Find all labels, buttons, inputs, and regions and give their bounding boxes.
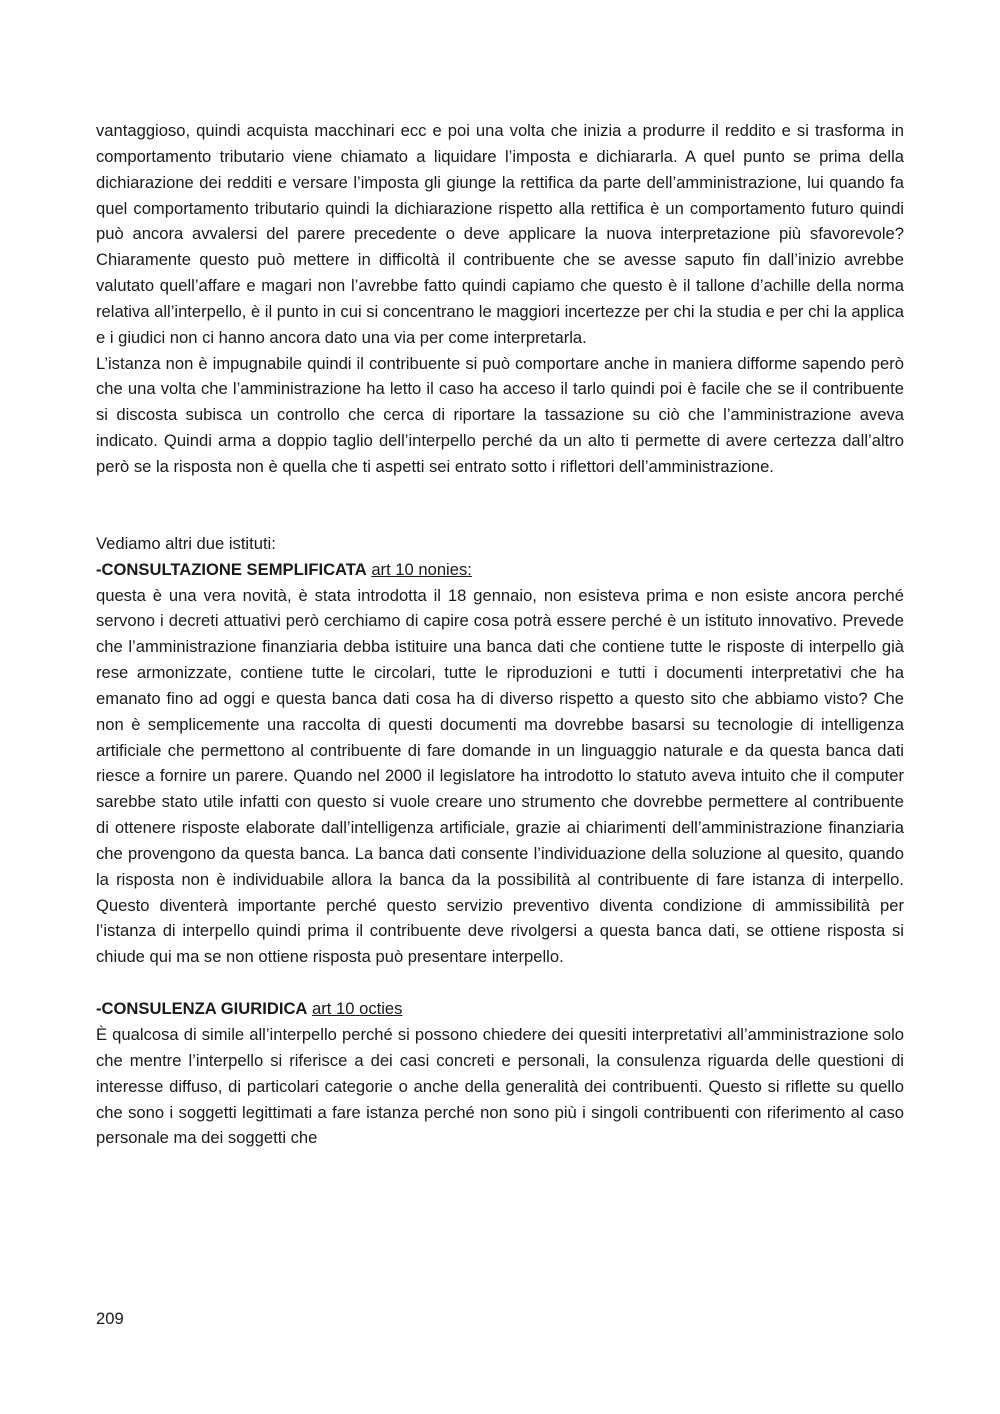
section-body: È qualcosa di simile all’interpello perché si possono chiedere dei quesiti interpretativi all’amministrazione solo che mentre l’interpello si riferisce a dei casi concreti e personali, la consulenza riguarda delle questioni di interesse diffuso, di particolari categorie o anche della generalità dei contribuenti. Questo si riflette su quello che sono i soggetti legittimati a fare istanza perché non sono più i singoli contribuenti con riferimento al caso personale ma dei soggetti che <box>96 1025 904 1148</box>
page-number: 209 <box>96 1309 124 1328</box>
section-body: questa è una vera novità, è stata introdotta il 18 gennaio, non esisteva prima e non esiste ancora perché servono i decreti attuativi però cerchiamo di capire cosa potrà essere perché è un istituto innovativo. Prevede che l’amministrazione finanziaria debba istituire una banca dati che contiene tutte le risposte di interpello già rese armonizzate, contiene tutte le circolari, tutte le riproduzioni e tutti i documenti interpretativi che ha emanato fino ad oggi e questa banca dati cosa ha di diverso rispetto a questo sito che abbiamo visto? Che non è semplicemente una raccolta di questi documenti ma dovrebbe basarsi su tecnologie di intelligenza artificiale che permettono al contribuente di fare domande in un linguaggio naturale e da questa banca dati riesce a fornire un parere. Quando nel 2000 il legislatore ha introdotto lo statuto aveva intuito che il computer sarebbe stato utile infatti con questo si vuole creare uno strumento che dovrebbe permettere al contribuente di ottenere risposte elaborate dall’intelligenza artificiale, grazie ai chiarimenti dell’amministrazione finanziaria che provengono da questa banca. La banca dati consente l’individuazione della soluzione al quesito, quando la risposta non è individuabile allora la banca da la possibilità al contribuente di fare istanza di interpello. Questo diventerà importante perché questo servizio preventivo diventa condizione di ammissibilità per l’istanza di interpello quindi prima il contribuente deve rivolgersi a questa banca dati, se ottiene risposta si chiude qui ma se non ottiene risposta può presentare interpello. <box>96 585 904 967</box>
section-heading-consultazione <box>96 557 904 583</box>
spacer <box>96 970 904 996</box>
intro-line: Vediamo altri due istituti: <box>96 533 276 553</box>
document-page <box>96 118 904 1151</box>
spacer <box>96 480 904 531</box>
section-title: -CONSULTAZIONE SEMPLIFICATA <box>96 559 367 579</box>
body-paragraph: L’istanza non è impugnabile quindi il contribuente si può comportare anche in maniera difforme sapendo però che una volta che l’amministrazione ha letto il caso ha acceso il tarlo quindi poi è facile che se il contribuente si discosta subisca un controllo che cerca di riportare la tassazione su ciò che l’amministrazione aveva indicato. Quindi arma a doppio taglio dell’interpello perché da un alto ti permette di avere certezza dall’altro però se la risposta non è quella che ti aspetti sei entrato sotto i riflettori dell’amministrazione. <box>96 353 904 476</box>
section-heading-consulenza <box>96 996 904 1022</box>
section-title: -CONSULENZA GIURIDICA <box>96 999 308 1019</box>
article-reference: art 10 octies <box>312 999 403 1019</box>
article-reference: art 10 nonies: <box>371 559 472 579</box>
body-paragraph: vantaggioso, quindi acquista macchinari ecc e poi una volta che inizia a produrre il reddito e si trasforma in comportamento tributario viene chiamato a liquidare l’imposta e dichiararla. A quel punto se prima della dichiarazione dei redditi e versare l’imposta gli giunge la rettifica da parte dell’amministrazione, lui quando fa quel comportamento tributario quindi la dichiarazione rispetto alla rettifica è un comportamento futuro quindi può ancora avvalersi del parere precedente o deve applicare la nuova interpretazione più sfavorevole? Chiaramente questo può mettere in difficoltà il contribuente che se avesse saputo fin dall’inizio avrebbe valutato quell’affare e magari non l’avrebbe fatto quindi capiamo che questo è il tallone d’achille della norma relativa all’interpello, è il punto in cui si concentrano le maggiori incertezze per chi la studia e per chi la applica e i giudici non ci hanno ancora dato una via per come interpretarla. <box>96 121 904 347</box>
